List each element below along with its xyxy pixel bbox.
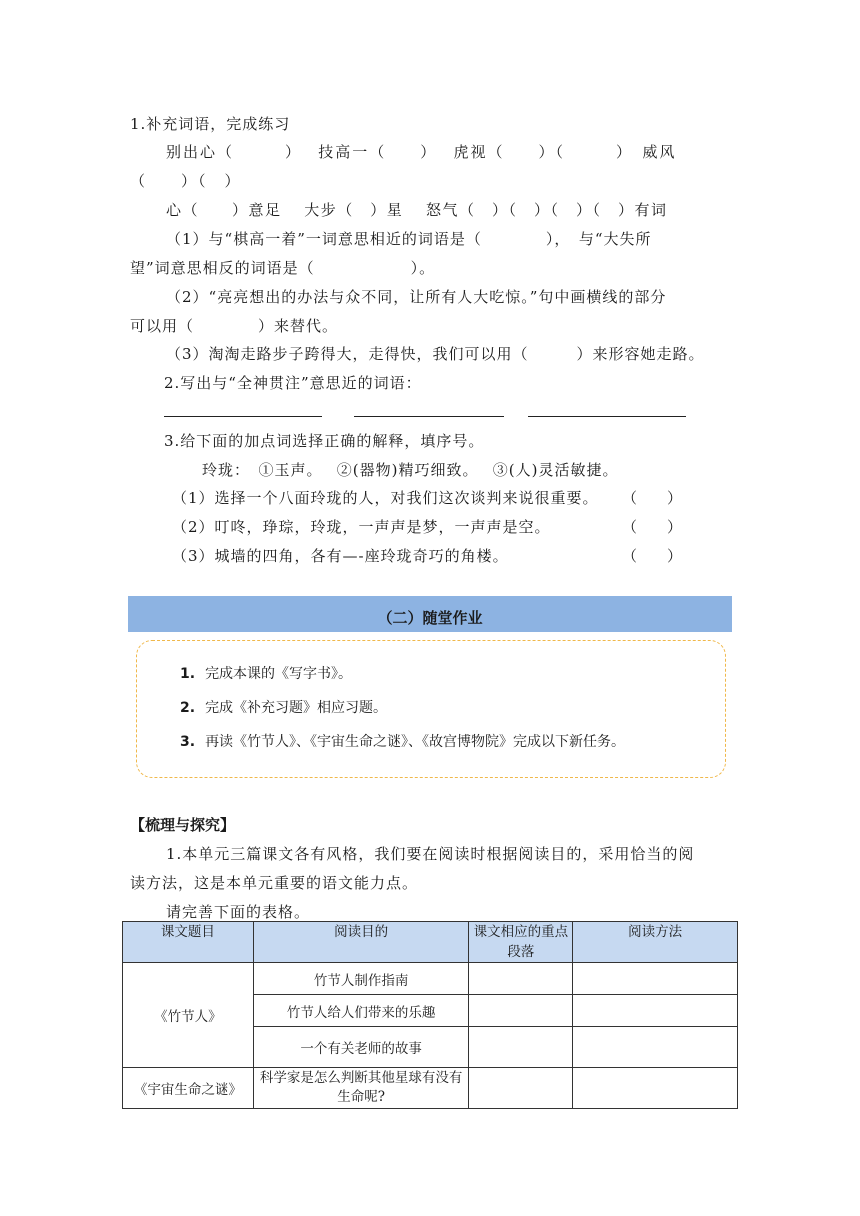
header-method: 阅读方法 (573, 922, 738, 963)
q3-item-1: （1）选择一个八面玲珑的人，对我们这次谈判来说很重要。 (172, 489, 599, 507)
q3-item-2: （2）叮咚，琤琮，玲珑，一声声是梦，一声声是空。 (172, 518, 551, 536)
header-paragraphs: 课文相应的重点段落 (469, 922, 573, 963)
q3-item-2-blank[interactable]: （ ） (622, 518, 683, 536)
table-header-row (123, 922, 738, 963)
q2-title: 2.写出与“全神贯注”意思近的词语： (164, 374, 422, 392)
paragraph-cell[interactable] (469, 963, 573, 995)
q1-sub2-line1: （2）“亮亮想出的办法与众不同，让所有人大吃惊。”句中画横线的部分 (166, 288, 667, 306)
explore-instruction: 请完善下面的表格。 (166, 903, 311, 921)
q3-item-3-blank[interactable]: （ ） (622, 547, 683, 565)
header-title: 课文题目 (123, 922, 254, 963)
method-cell[interactable] (573, 995, 738, 1027)
table-row (123, 963, 738, 995)
explore-paragraph-line1: 1.本单元三篇课文各有风格，我们要在阅读时根据阅读目的，采用恰当的阅 (166, 845, 695, 863)
q1-sub3: （3）淘淘走路步子跨得大，走得快，我们可以用（ ）来形容她走路。 (166, 345, 705, 363)
homework-header: （二）随堂作业 (128, 596, 732, 632)
answer-line-3[interactable] (528, 416, 686, 417)
purpose-cell: 科学家是怎么判断其他星球有没有生命呢? (253, 1068, 469, 1109)
q1-title: 1.补充词语，完成练习 (130, 115, 291, 133)
q1-row1-cont: （ ）（ ） (130, 172, 242, 190)
q1-row1: 别出心（ ） 技高一（ ） 虎视（ ）（ ） 威风 (166, 143, 677, 161)
homework-item-2: 2. 完成《补充习题》相应习题。 (180, 700, 388, 716)
purpose-cell: 竹节人制作指南 (253, 963, 469, 995)
method-cell[interactable] (573, 1027, 738, 1068)
method-cell[interactable] (573, 963, 738, 995)
header-purpose: 阅读目的 (253, 922, 469, 963)
q3-item-1-blank[interactable]: （ ） (622, 489, 683, 507)
paragraph-cell[interactable] (469, 1027, 573, 1068)
reading-table (122, 921, 738, 1109)
answer-line-1[interactable] (164, 416, 322, 417)
purpose-cell: 竹节人给人们带来的乐趣 (253, 995, 469, 1027)
row-title-zhujieren: 《竹节人》 (123, 963, 254, 1068)
q3-definitions: 玲珑： ①玉声。 ②(器物)精巧细致。 ③(人)灵活敏捷。 (202, 461, 619, 479)
q1-row2: 心（ ）意足 大步（ ）星 怒气（ ）（ ）（ ）（ ）有词 (166, 201, 668, 219)
q1-sub2-line2: 可以用（ ）来替代。 (130, 317, 339, 335)
q3-item-3: （3）城墙的四角，各有—-座玲珑奇巧的角楼。 (172, 547, 509, 565)
table-row (123, 1068, 738, 1109)
paragraph-cell[interactable] (469, 1068, 573, 1109)
method-cell[interactable] (573, 1068, 738, 1109)
purpose-cell: 一个有关老师的故事 (253, 1027, 469, 1068)
homework-item-1: 1. 完成本课的《写字书》。 (180, 666, 353, 682)
q3-title: 3.给下面的加点词选择正确的解释，填序号。 (164, 432, 485, 450)
paragraph-cell[interactable] (469, 995, 573, 1027)
row-title-universe: 《宇宙生命之谜》 (123, 1068, 254, 1109)
explore-heading: 【梳理与探究】 (130, 816, 236, 834)
explore-paragraph-line2: 读方法，这是本单元重要的语文能力点。 (130, 874, 419, 892)
answer-line-2[interactable] (354, 416, 504, 417)
q1-sub1-line1: （1）与“棋高一着”一词意思相近的词语是（ ）， 与“大失所 (166, 230, 652, 248)
homework-item-3: 3. 再读《竹节人》、《宇宙生命之谜》、《故宫博物院》完成以下新任务。 (180, 734, 626, 750)
q1-sub1-line2: 望”词意思相反的词语是（ ）。 (130, 259, 436, 277)
